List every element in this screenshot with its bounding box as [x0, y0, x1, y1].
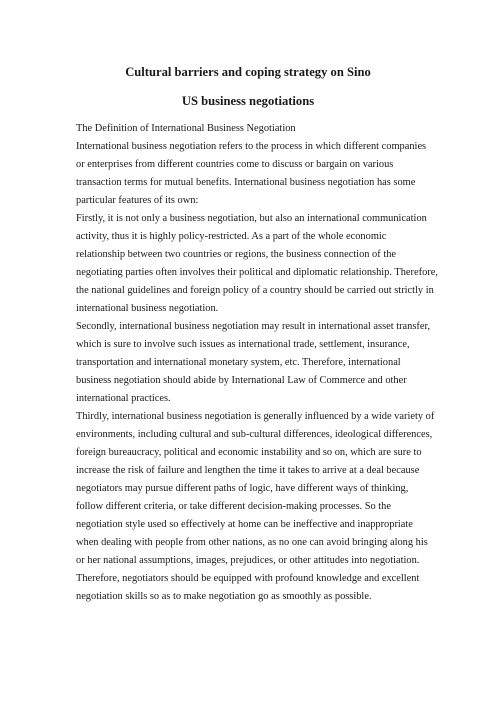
paragraph-thirdly: [76, 408, 435, 606]
paragraph-line: or her national assumptions, images, prejudices, or other attitudes into negotiation.: [76, 555, 420, 566]
paragraph-line: Thirdly, international business negotiation is generally influenced by a wide variety of: [76, 411, 435, 422]
document-title-line-1: Cultural barriers and coping strategy on Sino: [125, 65, 371, 79]
section-heading: [76, 120, 422, 138]
paragraph-line: business negotiation should abide by International Law of Commerce and other: [76, 375, 407, 386]
section-heading-text: The Definition of International Business Negotiation: [76, 123, 296, 134]
paragraph-line: relationship between two countries or regions, the business connection of the: [76, 249, 397, 260]
paragraph-line: negotiation style used so effectively at home can be ineffective and inappropriate: [76, 519, 413, 530]
paragraph-line: transaction terms for mutual benefits. International business negotiation has some: [76, 177, 416, 188]
paragraph-line: negotiating parties often involves their political and diplomatic relationship. Therefore,: [76, 267, 438, 278]
paragraph-line: increase the risk of failure and lengthen the time it takes to arrive at a deal because: [76, 465, 420, 476]
paragraph-firstly: [76, 210, 438, 318]
paragraph-line: the national guidelines and foreign policy of a country should be carried out strictly in: [76, 285, 434, 296]
paragraph-line: foreign bureaucracy, political and economic instability and so on, which are sure to: [76, 447, 422, 458]
document-body: [76, 120, 438, 606]
paragraph-line: when dealing with people from other nations, as no one can avoid bringing along his: [76, 537, 428, 548]
paragraph-line: follow different criteria, or take different decision-making processes. So the: [76, 501, 391, 512]
paragraph-line: which is sure to involve such issues as international trade, settlement, insurance,: [76, 339, 410, 350]
paragraph-line: International business negotiation refers to the process in which different companies: [76, 141, 427, 152]
paragraph-line: negotiation skills so as to make negotiation go as smoothly as possible.: [76, 591, 372, 602]
document-title-line-2: US business negotiations: [181, 94, 315, 108]
paragraph-line: international business negotiation.: [76, 303, 219, 314]
paragraph-line: activity, thus it is highly policy-restricted. As a part of the whole economic: [76, 231, 387, 242]
paragraph-line: Therefore, negotiators should be equipped with profound knowledge and excellent: [76, 573, 420, 584]
paragraph-line: environments, including cultural and sub-cultural differences, ideological differences,: [76, 429, 433, 440]
paragraph-line: Secondly, international business negotiation may result in international asset transfer,: [76, 321, 431, 332]
paragraph-secondly: [76, 318, 431, 408]
paragraph-line: negotiators may pursue different paths of logic, have different ways of thinking,: [76, 483, 409, 494]
paragraph-intro: [76, 138, 427, 210]
paragraph-line: Firstly, it is not only a business negotiation, but also an international communication: [76, 213, 427, 224]
paragraph-line: international practices.: [76, 393, 171, 404]
paragraph-line: or enterprises from different countries come to discuss or bargain on various: [76, 159, 394, 170]
paragraph-line: particular features of its own:: [76, 195, 199, 206]
paragraph-line: transportation and international monetary system, etc. Therefore, international: [76, 357, 401, 368]
